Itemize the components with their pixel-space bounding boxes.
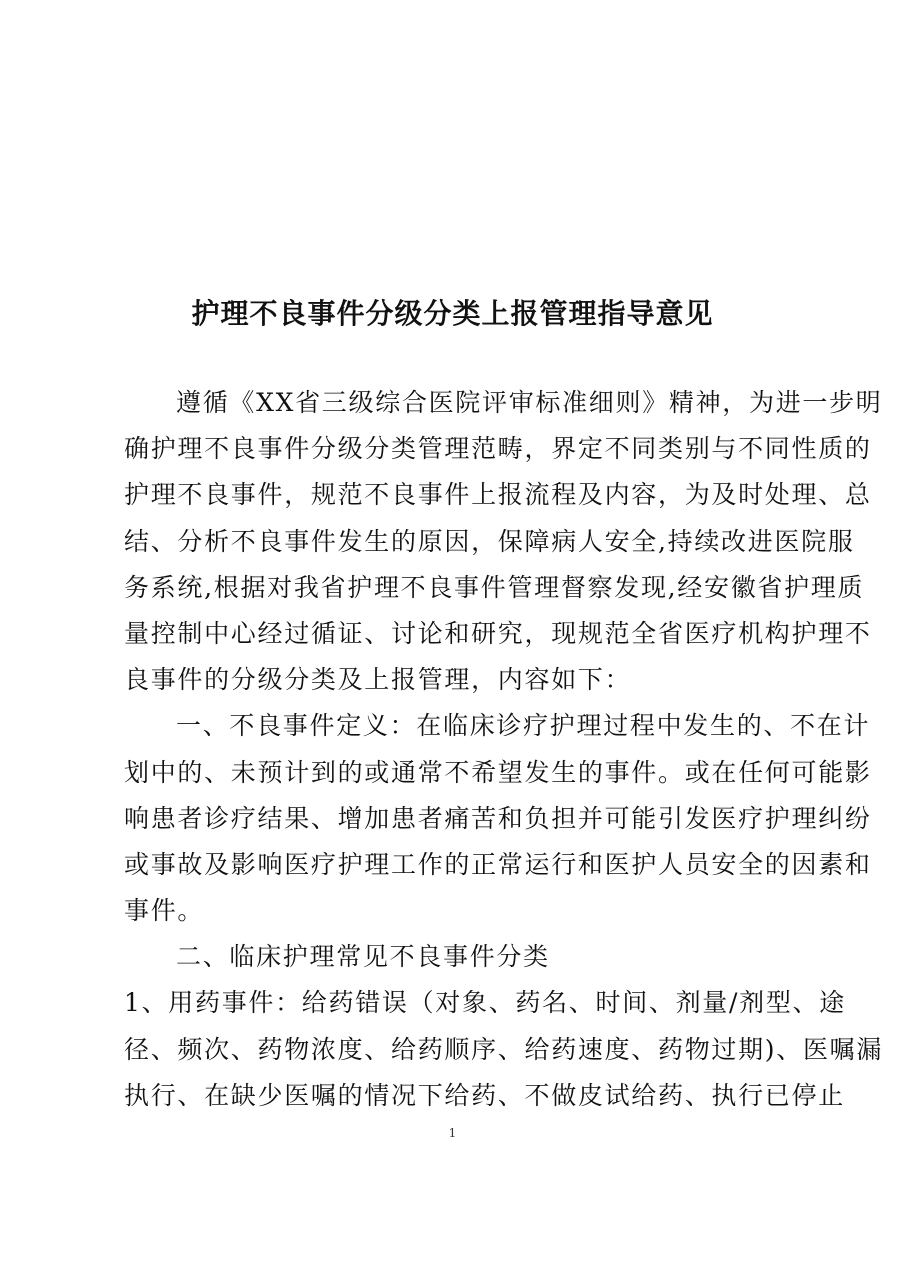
paragraph-line: 量控制中心经过循证、讨论和研究，现规范全省医疗机构护理不 xyxy=(124,618,872,648)
paragraph-line: 结、分析不良事件发生的原因，保障病人安全,持续改进医院服 xyxy=(124,526,855,556)
paragraph-line: 径、频次、药物浓度、给药顺序、给药速度、药物过期)、医嘱漏 xyxy=(124,1034,884,1064)
section-heading-line: 二、临床护理常见不良事件分类 xyxy=(176,942,550,972)
paragraph-line: 务系统,根据对我省护理不良事件管理督察发现,经安徽省护理质 xyxy=(124,572,865,602)
paragraph-line: 护理不良事件，规范不良事件上报流程及内容，为及时处理、总 xyxy=(124,480,872,510)
document-body xyxy=(124,380,884,1119)
paragraph-line: 遵循《XX省三级综合医院评审标准细则》精神，为进一步明 xyxy=(176,388,883,417)
paragraph-line: 一、不良事件定义：在临床诊疗护理过程中发生的、不在计 xyxy=(176,711,871,741)
paragraph-line: 执行、在缺少医嘱的情况下给药、不做皮试给药、执行已停止 xyxy=(124,1080,845,1110)
paragraph-line: 事件。 xyxy=(124,896,205,926)
paragraph-line: 确护理不良事件分级分类管理范畴，界定不同类别与不同性质的 xyxy=(124,434,872,464)
paragraph-line: 或事故及影响医疗护理工作的正常运行和医护人员安全的因素和 xyxy=(124,849,872,879)
paragraph-line: 划中的、未预计到的或通常不希望发生的事件。或在任何可能影 xyxy=(124,757,872,787)
paragraph-line: 良事件的分级分类及上报管理，内容如下： xyxy=(124,665,632,695)
paragraph-line: 响患者诊疗结果、增加患者痛苦和负担并可能引发医疗护理纠纷 xyxy=(124,803,872,833)
document-title: 护理不良事件分级分类上报管理指导意见 xyxy=(191,297,714,330)
paragraph-line: 1、用药事件：给药错误（对象、药名、时间、剂量/剂型、途 xyxy=(124,988,846,1018)
page-number: 1 xyxy=(448,1126,457,1140)
